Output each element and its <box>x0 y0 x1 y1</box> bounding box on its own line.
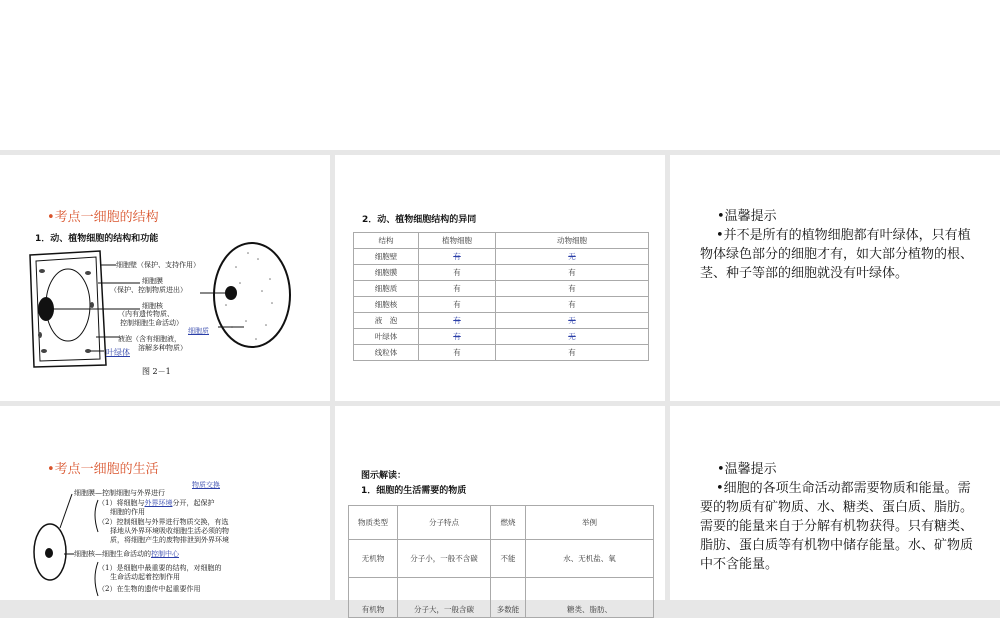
cell-diagram <box>0 155 330 401</box>
label-wall: 细胞壁（保护、支持作用） <box>116 261 200 269</box>
slide-subtitle: 1．细胞的生活需要的物质 <box>361 486 467 496</box>
slide-title: 2．动、植物细胞结构的异同 <box>362 215 477 225</box>
slide-tip-chloroplast[interactable] <box>670 155 1000 401</box>
table-cell: 细胞核 <box>354 297 419 313</box>
header-cell: 物质类型 <box>349 506 398 540</box>
table-cell: 分子大，一般含碳 <box>398 578 491 618</box>
slide-cell-life[interactable] <box>0 406 330 600</box>
slide-cell-needs[interactable] <box>335 406 665 614</box>
tip-heading: •温馨提示 <box>717 209 777 224</box>
table-cell: 有 <box>496 297 649 313</box>
label-chloroplast: 叶绿体 <box>106 348 130 357</box>
label-membrane: 细胞膜 <box>142 277 163 285</box>
table-cell: 有 <box>496 345 649 361</box>
item2-line3: 质，将细胞产生的废物排泄到外界环境 <box>110 536 229 544</box>
label-vacuole2: 溶解多种物质） <box>138 344 187 352</box>
label-vacuole1: 液泡（含有细胞液， <box>118 335 181 343</box>
header-cell: 结构 <box>354 233 419 249</box>
table-row <box>354 345 649 361</box>
table-row <box>354 281 649 297</box>
nucleus-item1-line1: （1）是细胞中最重要的结构，对细胞的 <box>98 564 222 572</box>
table-cell: 糖类、脂肪、 <box>526 578 654 618</box>
table-cell: 液 泡 <box>354 313 419 329</box>
table-cell: 有 <box>419 297 496 313</box>
tip-heading: •温馨提示 <box>717 462 777 477</box>
top-blank-area <box>0 0 1000 150</box>
table-row <box>354 265 649 281</box>
table-row <box>354 297 649 313</box>
item1-text: （1）将细胞与 <box>98 499 145 507</box>
label-nucleus-fn1: （内有遗传物质、 <box>118 310 174 318</box>
nucleus-line-text: 细胞核—细胞生命活动的 <box>74 550 151 558</box>
table-cell: 无 <box>496 249 649 265</box>
table-cell: 有 <box>496 281 649 297</box>
slide-title: •考点一细胞的结构 <box>47 210 159 225</box>
table-row <box>349 578 654 618</box>
table-cell: 有机物 <box>349 578 398 618</box>
item2-line1: （2）控制细胞与外界进行物质交换，有选 <box>98 518 229 526</box>
figure-caption: 图 2－1 <box>142 367 171 376</box>
table-cell: 有 <box>419 329 496 345</box>
table-cell: 不能 <box>491 540 526 578</box>
header-cell: 燃烧 <box>491 506 526 540</box>
header-cell: 动物细胞 <box>496 233 649 249</box>
table-row <box>354 249 649 265</box>
label-nucleus-fn2: 控制细胞生命活动） <box>120 319 183 327</box>
table-cell: 无 <box>496 329 649 345</box>
label-membrane-line: 细胞膜—控制细胞与外界进行 <box>74 489 165 497</box>
table-cell: 有 <box>419 249 496 265</box>
slide-subtitle: 1．动、植物细胞的结构和功能 <box>35 234 159 244</box>
table-cell: 叶绿体 <box>354 329 419 345</box>
nucleus-item2: （2）在生物的遗传中起重要作用 <box>98 585 201 593</box>
table-cell: 有 <box>496 265 649 281</box>
table-cell: 有 <box>419 281 496 297</box>
table-cell: 有 <box>419 313 496 329</box>
slide-cell-comparison[interactable] <box>335 155 665 401</box>
table-cell: 有 <box>419 345 496 361</box>
table-row <box>354 313 649 329</box>
comparison-table <box>353 232 649 361</box>
item1-outer-env: 外界环境 <box>144 499 173 507</box>
label-nucleus: 细胞核 <box>142 302 163 310</box>
tip-text: •细胞的各项生命活动都需要物质和能量。需要的物质有矿物质、水、糖类、蛋白质、脂肪。需要的能量来自于分解有机物获得。只有糖类、脂肪、蛋白质等有机物中储存能量。水、矿物质中不含能量。 <box>700 481 974 572</box>
label-exchange: 物质交换 <box>192 481 220 489</box>
header-cell: 植物细胞 <box>419 233 496 249</box>
animal-nucleus <box>225 286 237 300</box>
table-cell: 分子小，一般不含碳 <box>398 540 491 578</box>
control-center: 控制中心 <box>151 550 179 558</box>
table-cell: 水、无机盐、氧 <box>526 540 654 578</box>
label-membrane-fn: （保护、控制物质进出） <box>110 286 187 294</box>
header-cell: 分子特点 <box>398 506 491 540</box>
table-row <box>354 329 649 345</box>
table-header-row <box>349 506 654 540</box>
table-cell: 有 <box>419 265 496 281</box>
table-cell: 无机物 <box>349 540 398 578</box>
label-item1 <box>98 499 214 508</box>
table-cell: 线粒体 <box>354 345 419 361</box>
item1-continued: 细胞的作用 <box>110 508 145 516</box>
label-nucleus-line <box>74 550 179 559</box>
cell-nucleus <box>45 548 53 558</box>
table-header-row <box>354 233 649 249</box>
header-cell: 举例 <box>526 506 654 540</box>
slide-cell-structure[interactable] <box>0 155 330 401</box>
table-cell: 多数能 <box>491 578 526 618</box>
tip-text: •并不是所有的植物细胞都有叶绿体，只有植物体绿色部分的细胞才有，如大部分植物的根、茎、种子等部的细胞就没有叶绿体。 <box>700 228 974 281</box>
table-cell: 无 <box>496 313 649 329</box>
table-cell: 细胞质 <box>354 281 419 297</box>
slide-title: •考点一细胞的生活 <box>47 462 159 477</box>
table-cell: 细胞壁 <box>354 249 419 265</box>
plant-nucleus <box>38 297 54 321</box>
item1-text-end: 分开，起保护 <box>172 499 215 507</box>
slide-heading: 图示解读： <box>361 471 407 481</box>
table-row <box>349 540 654 578</box>
nucleus-item1-line2: 生命活动起着控制作用 <box>110 573 180 581</box>
needs-table <box>348 505 654 618</box>
table-cell: 细胞膜 <box>354 265 419 281</box>
item2-line2: 择地从外界环境吸收细胞生活必须的物 <box>110 527 229 535</box>
slide-tip-energy[interactable] <box>670 406 1000 600</box>
label-cytoplasm: 细胞质 <box>188 327 209 335</box>
